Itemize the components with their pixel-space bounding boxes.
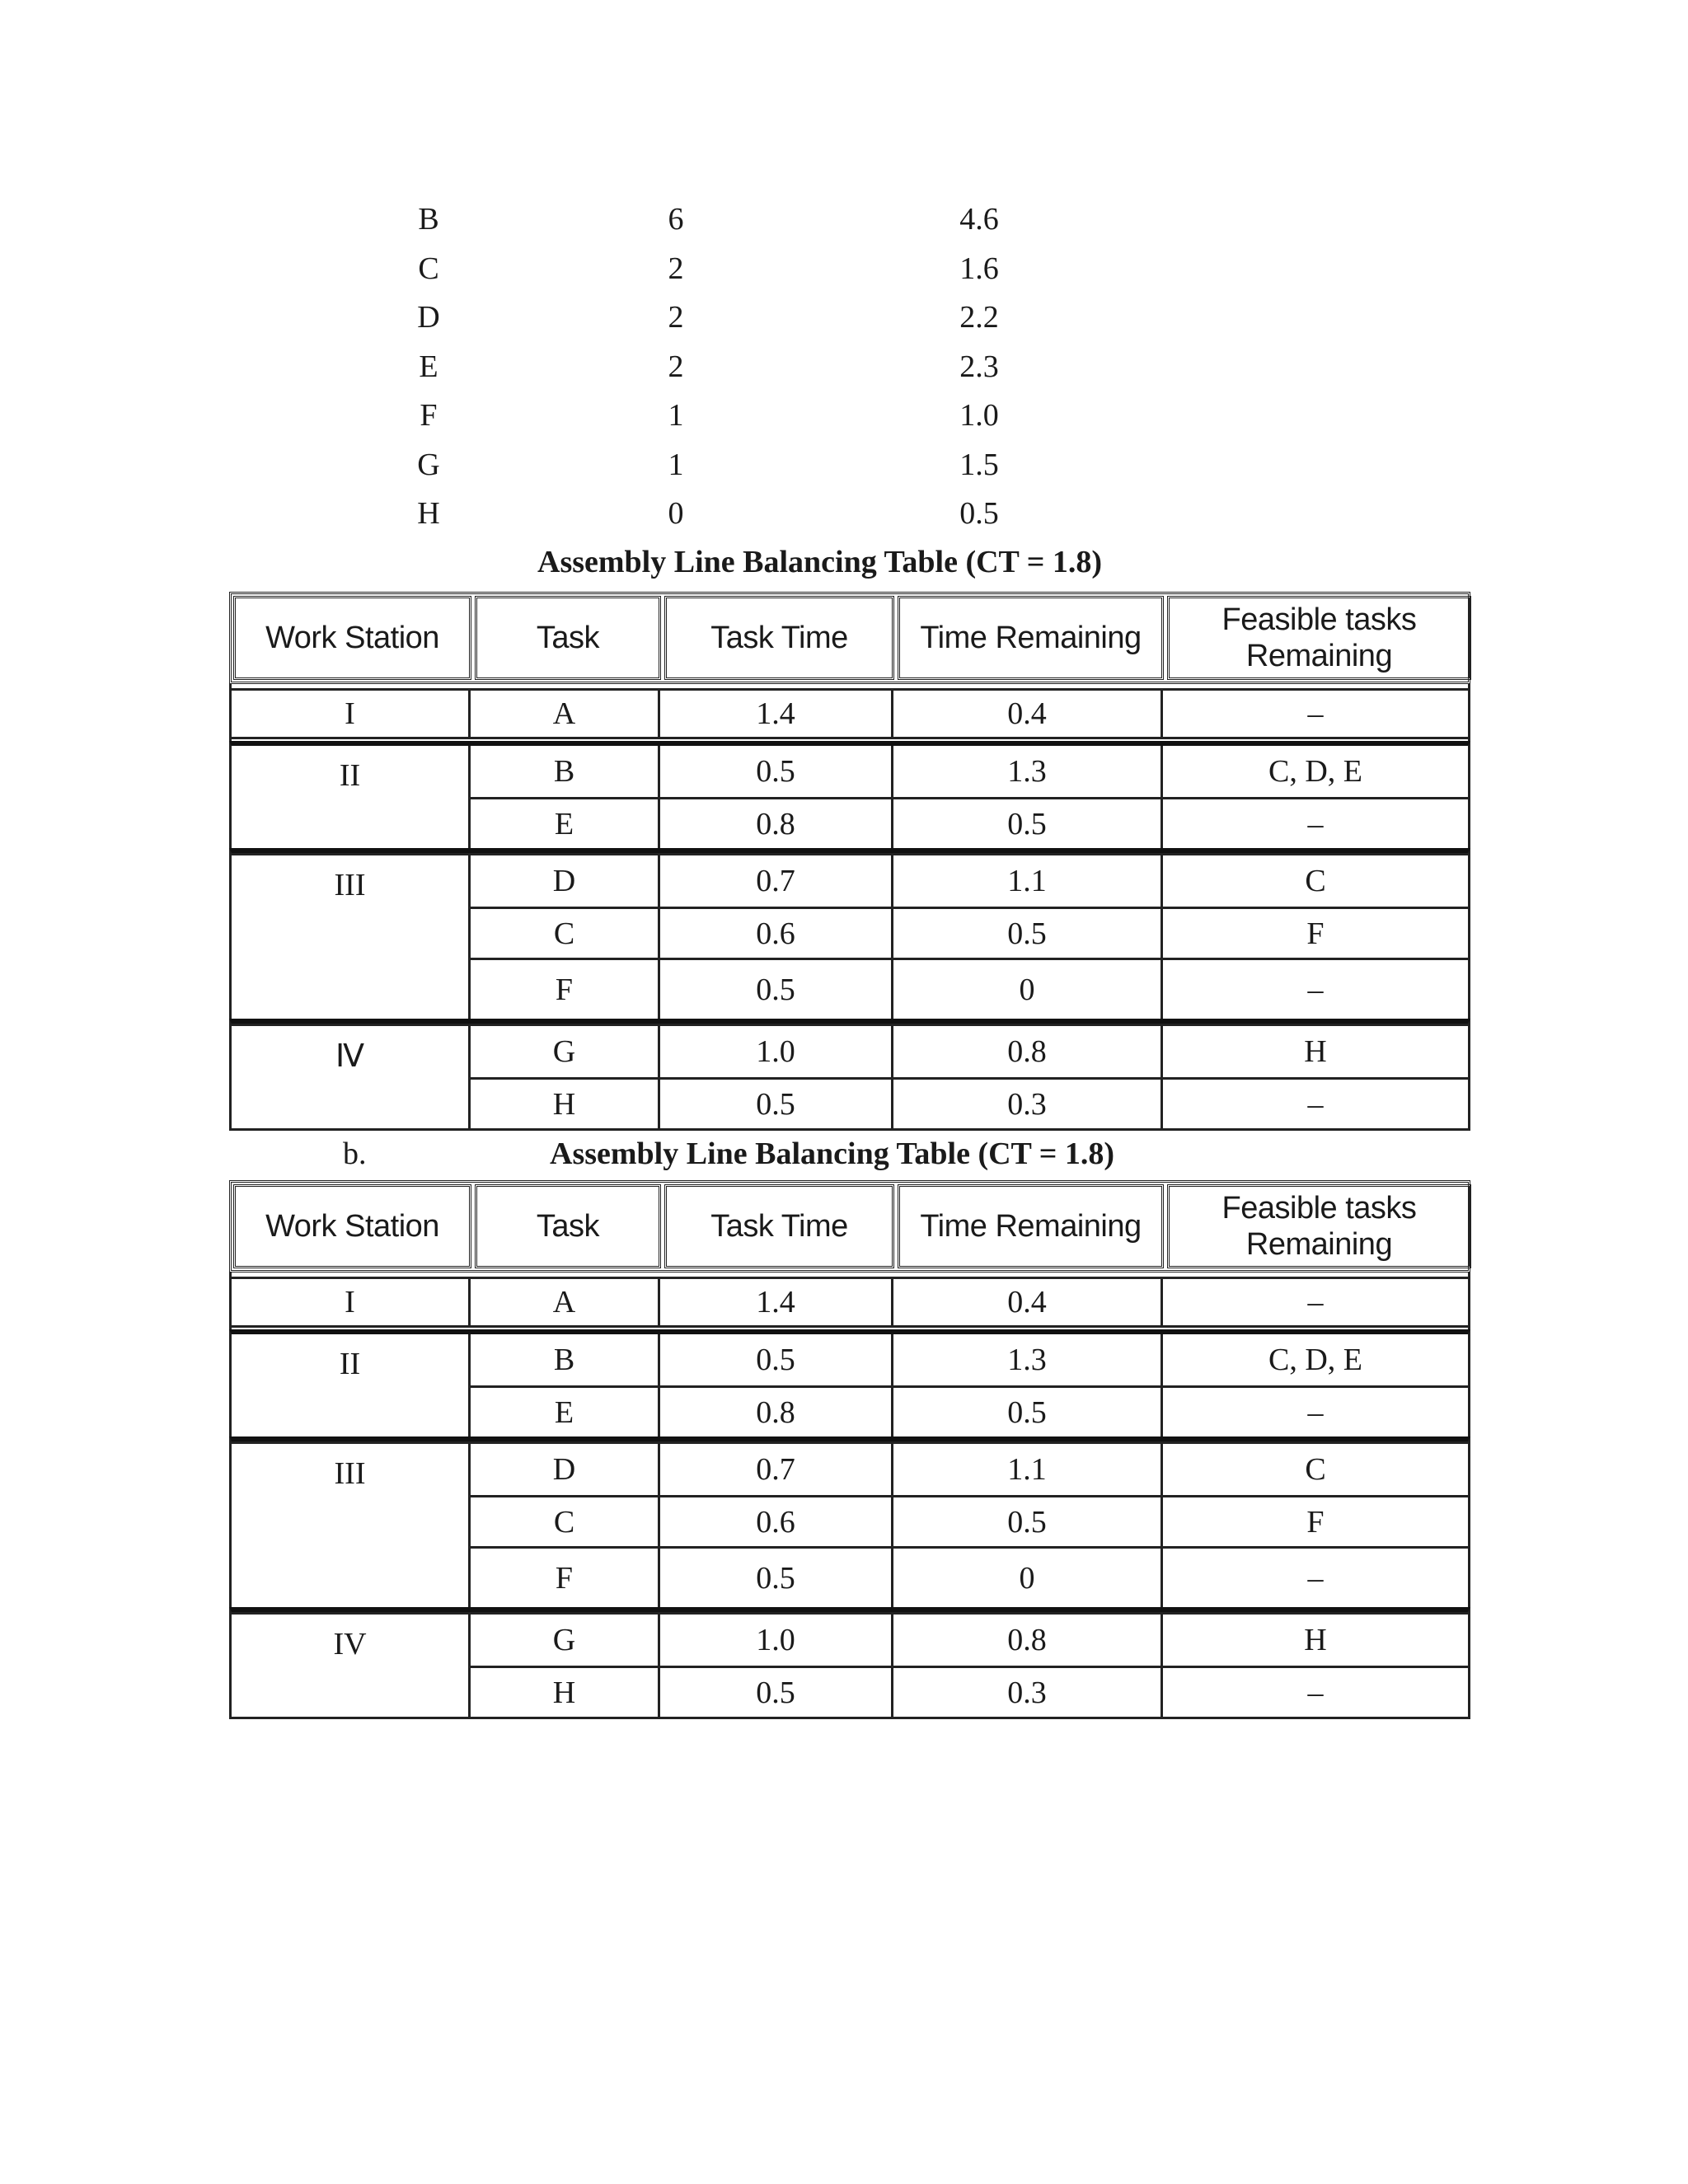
- cell-task-time: 0.5: [660, 746, 893, 797]
- cell-feasible: C, D, E: [1268, 1343, 1362, 1377]
- cell-task-time: 0.7: [660, 1444, 893, 1495]
- list-item: [396, 344, 1055, 393]
- cell-task: G: [471, 1026, 660, 1077]
- station-group: [229, 1612, 1470, 1719]
- table-header: [229, 592, 1470, 684]
- table-row: [471, 691, 1468, 737]
- cell-task: F: [471, 960, 660, 1019]
- station-name: IV: [232, 1615, 471, 1717]
- cell-feasible: –: [1307, 1560, 1324, 1596]
- list-item: [396, 442, 1055, 491]
- cell-time-remaining: 1.3: [893, 1334, 1163, 1385]
- list-task: E: [419, 349, 438, 384]
- cell-feasible: H: [1304, 1623, 1327, 1657]
- list-task: C: [418, 251, 439, 286]
- station-group: [229, 1441, 1470, 1607]
- cell-task-time: 0.8: [660, 1388, 893, 1436]
- cell-time-remaining: 1.3: [893, 746, 1163, 797]
- list-count: 2: [668, 349, 684, 384]
- list-count: 1: [668, 398, 684, 433]
- cell-task: C: [471, 1497, 660, 1546]
- cell-task: F: [471, 1549, 660, 1607]
- station-group: [229, 853, 1470, 1019]
- cell-feasible: –: [1307, 1086, 1324, 1122]
- list-value: 1.6: [959, 251, 999, 286]
- cell-task-time: 0.6: [660, 1497, 893, 1546]
- list-task: G: [417, 447, 440, 482]
- list-count: 2: [668, 251, 684, 286]
- cell-time-remaining: 0.5: [893, 799, 1163, 848]
- cell-feasible: C: [1305, 864, 1326, 898]
- station-group: [229, 1024, 1470, 1131]
- table-row: [471, 1666, 1468, 1717]
- table-row: [471, 797, 1468, 848]
- table-row: [471, 1546, 1468, 1607]
- table-row: [471, 958, 1468, 1019]
- cell-time-remaining: 0.3: [893, 1668, 1163, 1717]
- header-task: Task: [475, 1184, 661, 1268]
- table-row: [471, 907, 1468, 958]
- list-count: 1: [668, 447, 684, 482]
- list-item: [396, 294, 1055, 344]
- list-task: H: [417, 496, 440, 531]
- cell-task: H: [471, 1668, 660, 1717]
- header-feasible-tasks: Feasible tasks Remaining: [1167, 596, 1471, 680]
- table-header: [229, 1180, 1470, 1272]
- cell-task: G: [471, 1615, 660, 1666]
- cell-task-time: 0.5: [660, 1549, 893, 1607]
- cell-task: D: [471, 1444, 660, 1495]
- header-task-time: Task Time: [664, 596, 894, 680]
- list-item: [396, 392, 1055, 442]
- cell-task: A: [471, 691, 660, 737]
- list-task: F: [420, 398, 438, 433]
- list-item: [396, 196, 1055, 246]
- list-count: 0: [668, 496, 684, 531]
- cell-task-time: 1.4: [660, 1279, 893, 1325]
- cell-time-remaining: 1.1: [893, 855, 1163, 907]
- header-feasible-tasks: Feasible tasks Remaining: [1167, 1184, 1471, 1268]
- cell-task: E: [471, 799, 660, 848]
- cell-time-remaining: 0.5: [893, 909, 1163, 958]
- cell-feasible: H: [1304, 1034, 1327, 1069]
- list-value: 4.6: [959, 202, 999, 237]
- station-name: III: [232, 1444, 471, 1607]
- cell-time-remaining: 0: [893, 960, 1163, 1019]
- cell-time-remaining: 0.8: [893, 1026, 1163, 1077]
- header-work-station: Work Station: [233, 596, 471, 680]
- cell-task-time: 0.6: [660, 909, 893, 958]
- header-time-remaining: Time Remaining: [898, 1184, 1164, 1268]
- cell-task-time: 0.8: [660, 799, 893, 848]
- cell-feasible: –: [1307, 1394, 1324, 1430]
- list-count: 2: [668, 300, 684, 335]
- list-value: 1.5: [959, 447, 999, 482]
- list-item: [396, 490, 1055, 540]
- header-time-remaining: Time Remaining: [898, 596, 1164, 680]
- table-row: [471, 855, 1468, 907]
- station-name: I: [232, 691, 471, 737]
- list-item: [396, 246, 1055, 295]
- cell-time-remaining: 0.8: [893, 1615, 1163, 1666]
- station-name: Ⅳ: [232, 1026, 471, 1128]
- station-name: II: [232, 746, 471, 848]
- table-a-caption: Assembly Line Balancing Table (CT = 1.8): [537, 545, 1103, 579]
- list-task: D: [417, 300, 440, 335]
- list-count: 6: [668, 202, 684, 237]
- list-value: 2.2: [959, 300, 999, 335]
- cell-time-remaining: 0.5: [893, 1497, 1163, 1546]
- cell-time-remaining: 0: [893, 1549, 1163, 1607]
- part-label: b.: [343, 1137, 367, 1171]
- cell-feasible: –: [1307, 806, 1324, 841]
- station-group: [229, 1329, 1470, 1436]
- cell-time-remaining: 0.5: [893, 1388, 1163, 1436]
- cell-feasible: –: [1307, 696, 1324, 731]
- cell-task-time: 0.5: [660, 1668, 893, 1717]
- cell-time-remaining: 0.3: [893, 1080, 1163, 1128]
- list-value: 1.0: [959, 398, 999, 433]
- table-row: [471, 1279, 1468, 1325]
- list-task: B: [418, 202, 439, 237]
- station-group: [229, 741, 1470, 848]
- balancing-table-a: [229, 592, 1470, 1131]
- cell-time-remaining: 0.4: [893, 691, 1163, 737]
- station-name: III: [232, 855, 471, 1019]
- cell-feasible: –: [1307, 972, 1324, 1007]
- cell-task: B: [471, 1334, 660, 1385]
- table-row: [471, 1495, 1468, 1546]
- station-name: I: [232, 1279, 471, 1325]
- table-row: [471, 1026, 1468, 1077]
- cell-task: E: [471, 1388, 660, 1436]
- cell-task-time: 1.0: [660, 1026, 893, 1077]
- cell-feasible: –: [1307, 1675, 1324, 1710]
- cell-feasible: F: [1306, 1504, 1325, 1540]
- cell-feasible: C, D, E: [1268, 754, 1362, 789]
- table-row: [471, 1615, 1468, 1666]
- cell-task-time: 0.7: [660, 855, 893, 907]
- balancing-table-b: [229, 1180, 1470, 1719]
- table-row: [471, 1385, 1468, 1436]
- cell-time-remaining: 0.4: [893, 1279, 1163, 1325]
- list-value: 2.3: [959, 349, 999, 384]
- station-group: [229, 1277, 1470, 1325]
- cell-task: H: [471, 1080, 660, 1128]
- table-row: [471, 1334, 1468, 1385]
- cell-task: B: [471, 746, 660, 797]
- cell-feasible: C: [1305, 1452, 1326, 1487]
- precedence-list: [396, 196, 1055, 540]
- station-name: II: [232, 1334, 471, 1436]
- header-task-time: Task Time: [664, 1184, 894, 1268]
- table-b-caption: Assembly Line Balancing Table (CT = 1.8): [550, 1137, 1115, 1171]
- cell-feasible: F: [1306, 916, 1325, 951]
- header-work-station: Work Station: [233, 1184, 471, 1268]
- cell-task-time: 1.0: [660, 1615, 893, 1666]
- station-group: [229, 688, 1470, 737]
- header-task: Task: [475, 596, 661, 680]
- table-row: [471, 1444, 1468, 1495]
- table-row: [471, 1077, 1468, 1128]
- cell-task: A: [471, 1279, 660, 1325]
- list-value: 0.5: [959, 496, 999, 531]
- cell-task: D: [471, 855, 660, 907]
- cell-task-time: 0.5: [660, 1334, 893, 1385]
- cell-task: C: [471, 909, 660, 958]
- cell-task-time: 0.5: [660, 1080, 893, 1128]
- cell-feasible: –: [1307, 1285, 1324, 1319]
- table-row: [471, 746, 1468, 797]
- cell-task-time: 1.4: [660, 691, 893, 737]
- cell-task-time: 0.5: [660, 960, 893, 1019]
- cell-time-remaining: 1.1: [893, 1444, 1163, 1495]
